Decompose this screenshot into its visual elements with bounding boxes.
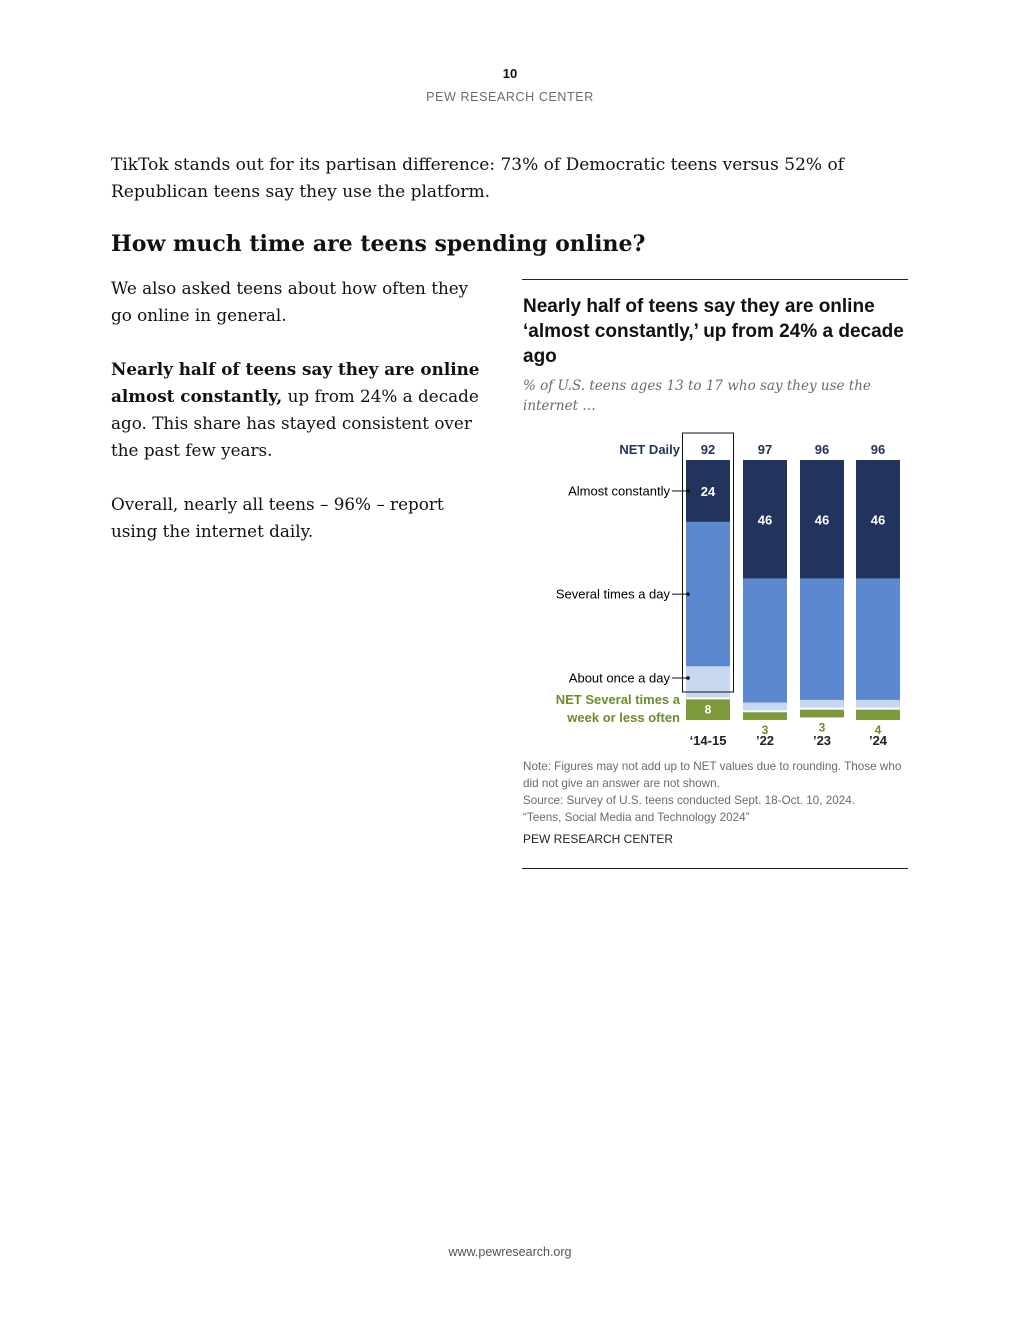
net-daily-value-2: 96 <box>814 442 830 457</box>
note-text: Note: Figures may not add up to NET values due to rounding. Those who did not give an answer are not shown. <box>523 760 902 790</box>
chart-credit: PEW RESEARCH CENTER <box>523 832 674 846</box>
paragraph-2-bold: Nearly half of teens say they are online almost constantly, <box>111 359 480 406</box>
chart-note <box>523 758 907 826</box>
bar-segment-weekly-3 <box>856 710 900 720</box>
bar-segment-1-2 <box>800 579 844 700</box>
section-heading: How much time are teens spending online? <box>111 231 646 257</box>
leader-dot-1 <box>686 592 690 596</box>
series-label-0: Almost constantly <box>568 483 670 499</box>
source-text: Source: Survey of U.S. teens conducted Sept. 18-Oct. 10, 2024. <box>523 794 855 807</box>
net-daily-label: NET Daily <box>619 442 680 457</box>
paragraph-1: We also asked teens about how often they go online in general. <box>111 278 469 325</box>
bar-segment-1-3 <box>856 579 900 700</box>
page-number: 10 <box>502 66 518 81</box>
almost-constantly-value-3: 46 <box>870 512 886 528</box>
category-label-2: ’23 <box>812 733 832 748</box>
weekly-value-0: 8 <box>704 702 712 717</box>
category-label-3: ’24 <box>868 733 888 748</box>
page-header: PEW RESEARCH CENTER <box>426 90 594 104</box>
series-label-1: Several times a day <box>555 586 670 602</box>
bar-segment-2-2 <box>800 700 844 708</box>
almost-constantly-value-0: 24 <box>700 483 716 499</box>
bar-segment-1-1 <box>743 579 787 703</box>
net-weekly-label-line2: week or less often <box>567 710 680 725</box>
paragraph-2-rest: up from 24% a decade ago. This share has stayed consistent over the past few years. <box>111 386 479 460</box>
chart-subtitle: % of U.S. teens ages 13 to 17 who say they use the internet … <box>523 378 871 414</box>
bar-segment-2-0 <box>686 666 730 697</box>
category-label-1: ’22 <box>755 733 775 748</box>
net-daily-value-1: 97 <box>757 442 773 457</box>
page-footer: www.pewresearch.org <box>448 1245 572 1259</box>
bar-segment-1-0 <box>686 522 730 666</box>
bar-segment-2-1 <box>743 703 787 711</box>
stacked-bar-chart <box>522 430 908 752</box>
leader-dot-0 <box>686 489 690 493</box>
weekly-value-1: 3 <box>761 723 769 737</box>
report-title: “Teens, Social Media and Technology 2024” <box>523 811 750 824</box>
paragraph-3: Overall, nearly all teens – 96% – report using the internet daily. <box>111 494 444 541</box>
weekly-value-3: 4 <box>874 723 882 737</box>
category-label-0: ‘14-15 <box>689 733 727 748</box>
net-weekly-label-line1: NET Several times a <box>555 692 680 707</box>
series-label-2: About once a day <box>568 670 670 686</box>
bar-segment-weekly-2 <box>800 710 844 718</box>
chart-title: Nearly half of teens say they are online ‘almost constantly,’ up from 24% a decade ago <box>523 296 904 367</box>
almost-constantly-value-1: 46 <box>757 512 773 528</box>
body-column <box>111 275 491 572</box>
bar-segment-weekly-1 <box>743 712 787 720</box>
leader-dot-2 <box>686 676 690 680</box>
net-daily-value-0: 92 <box>700 442 716 457</box>
bar-segment-2-3 <box>856 700 900 708</box>
almost-constantly-value-2: 46 <box>814 512 830 528</box>
paragraph-2 <box>111 356 491 464</box>
figure <box>522 279 908 869</box>
net-daily-value-3: 96 <box>870 442 886 457</box>
weekly-value-2: 3 <box>818 720 826 735</box>
intro-paragraph: TikTok stands out for its partisan difference: 73% of Democratic teens versus 52% of Republican teens say they use the platform. <box>111 155 844 202</box>
